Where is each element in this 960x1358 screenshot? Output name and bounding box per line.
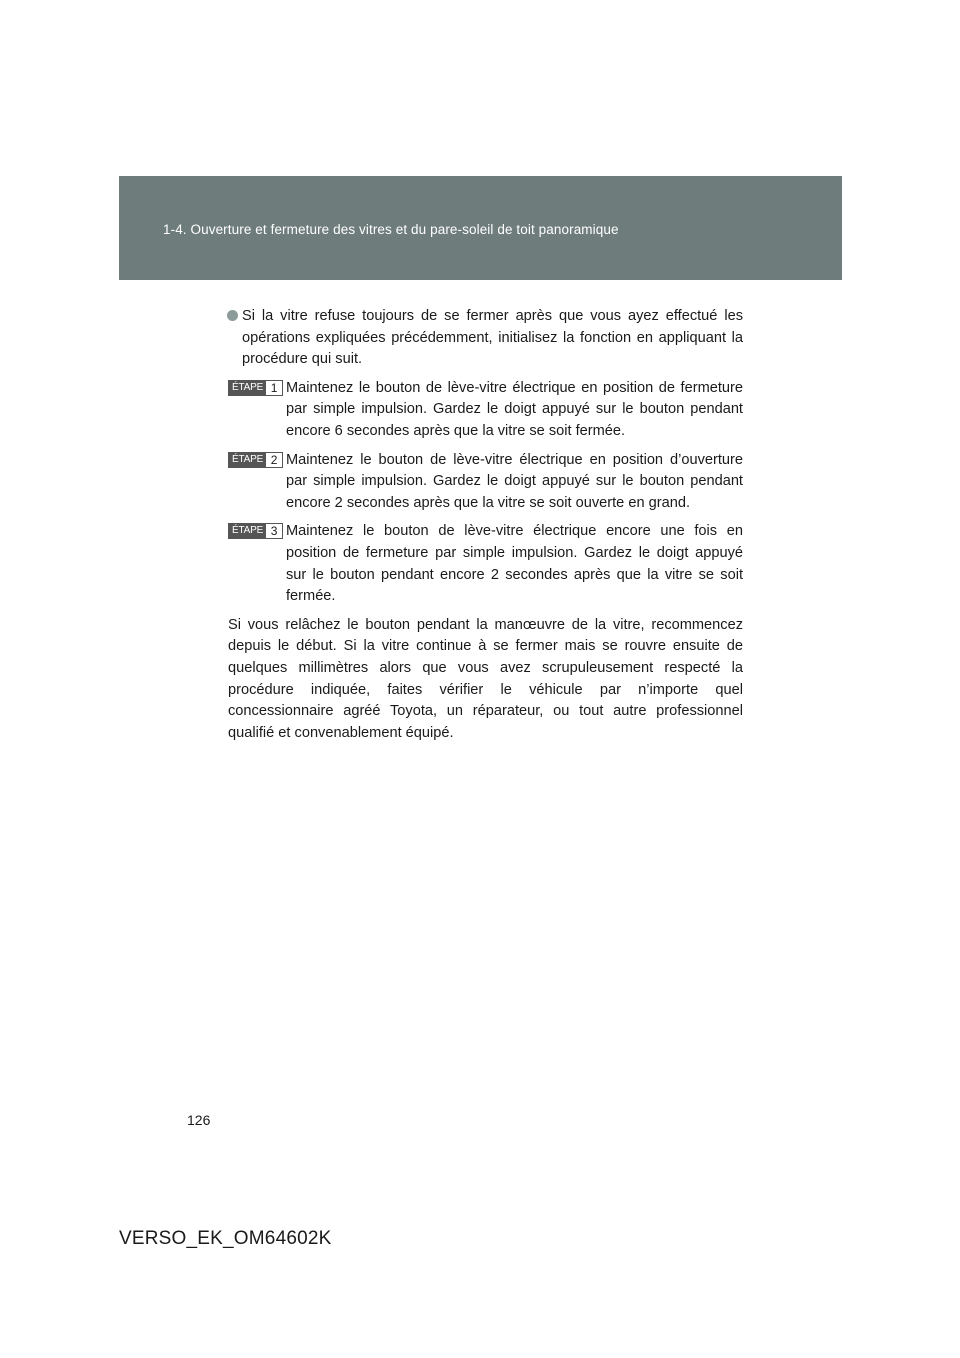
bullet-text: Si la vitre refuse toujours de se fermer après que vous ayez effectué les opérations expliquées précédemment, initialisez la fonction en appliquant la procédure qui suit.: [242, 308, 743, 368]
step-number: 2: [266, 453, 282, 467]
step-label: ÉTAPE: [229, 381, 266, 395]
step-badge-icon: [228, 452, 283, 468]
step-label: ÉTAPE: [229, 453, 266, 467]
step-number: 1: [266, 381, 282, 395]
note-paragraph: Si vous relâchez le bouton pendant la manœuvre de la vitre, recommencez depuis le début. Si la vitre continue à se fermer mais se rouvre ensuite de quelques millimètres alors que vous avez scrupuleusement respecté la procédure indiquée, faites vérifier le véhicule par n’importe quel concessionnaire agréé Toyota, un réparateur, ou tout autre professionnel qualifié et convenablement équipé.: [228, 616, 743, 741]
page-content: [228, 306, 743, 744]
section-header: [119, 176, 842, 280]
document-code: VERSO_EK_OM64602K: [119, 1228, 332, 1249]
step-badge-icon: [228, 523, 283, 539]
step-3: [228, 521, 743, 607]
step-label: ÉTAPE: [229, 524, 266, 538]
bullet-dot-icon: [227, 310, 238, 321]
step-badge-icon: [228, 380, 283, 396]
page-number: 126: [187, 1112, 211, 1128]
step-number: 3: [266, 524, 282, 538]
step-text: Maintenez le bouton de lève-vitre électrique en position d’ouverture par simple impulsion. Gardez le doigt appuyé sur le bouton pendant encore 2 secondes après que la vitre se soit ouverte en grand.: [286, 451, 743, 511]
step-text: Maintenez le bouton de lève-vitre électrique en position de fermeture par simple impulsion. Gardez le doigt appuyé sur le bouton pendant encore 6 secondes après que la vitre se soit fermée.: [286, 379, 743, 439]
section-title: 1-4. Ouverture et fermeture des vitres et du pare-soleil de toit panoramique: [163, 222, 619, 237]
step-text: Maintenez le bouton de lève-vitre électrique encore une fois en position de fermeture par simple impulsion. Gardez le doigt appuyé sur le bouton pendant encore 2 secondes après que la vitre se soit fermée.: [286, 523, 743, 605]
step-2: [228, 450, 743, 515]
step-1: [228, 378, 743, 443]
bullet-item: [228, 306, 743, 371]
